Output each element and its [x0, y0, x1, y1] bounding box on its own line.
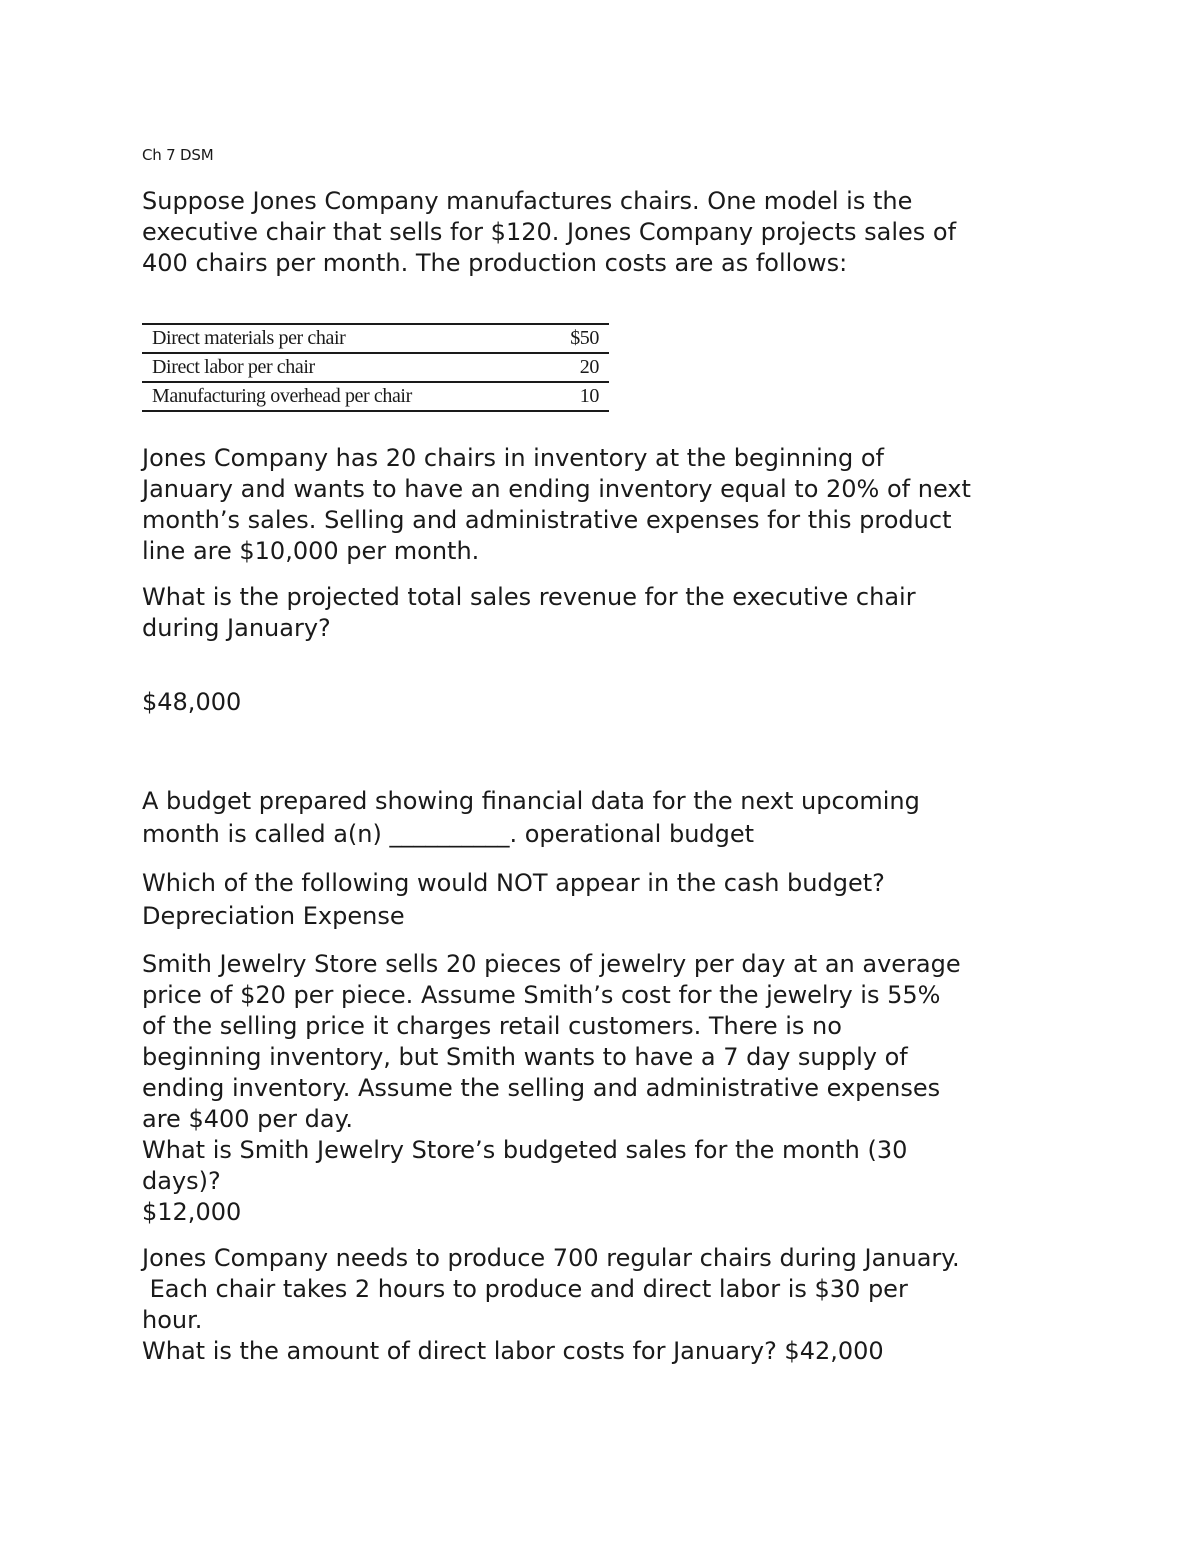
cost-label: Direct materials per chair: [142, 324, 509, 353]
answer-sales-revenue: $48,000: [142, 688, 242, 716]
text-line: executive chair that sells for $120. Jones Company projects sales of: [142, 218, 957, 246]
inventory-paragraph: [142, 443, 1072, 567]
text-line: Each chair takes 2 hours to produce and direct labor is $30 per: [142, 1275, 908, 1303]
document-heading: Ch 7 DSM: [142, 146, 214, 164]
text-line: $12,000: [142, 1198, 242, 1226]
production-cost-table: [142, 323, 609, 412]
text-line: What is the amount of direct labor costs for January? $42,000: [142, 1337, 884, 1365]
intro-paragraph: [142, 186, 1072, 279]
text-line: days)?: [142, 1167, 221, 1195]
table-row: [142, 324, 609, 353]
document-page: [142, 0, 1082, 1553]
cost-amount: 10: [509, 382, 609, 411]
text-line: month’s sales. Selling and administrative expenses for this product: [142, 506, 952, 534]
text-line: January and wants to have an ending inventory equal to 20% of next: [142, 475, 971, 503]
text-line: during January?: [142, 614, 331, 642]
text-line: ending inventory. Assume the selling and administrative expenses: [142, 1074, 941, 1102]
text-line: Jones Company has 20 chairs in inventory at the beginning of: [142, 444, 884, 472]
text-line: hour.: [142, 1306, 203, 1334]
question-budget-type: [142, 785, 1072, 851]
table-row: [142, 353, 609, 382]
text-line: line are $10,000 per month.: [142, 537, 480, 565]
smith-jewelry-paragraph: [142, 949, 1072, 1228]
text-line: price of $20 per piece. Assume Smith’s cost for the jewelry is 55%: [142, 981, 941, 1009]
text-line: Depreciation Expense: [142, 902, 405, 930]
text-line: Jones Company needs to produce 700 regular chairs during January.: [142, 1244, 960, 1272]
text-line: What is the projected total sales revenue for the executive chair: [142, 583, 916, 611]
text-line: are $400 per day.: [142, 1105, 353, 1133]
table-row: [142, 382, 609, 411]
question-cash-budget: [142, 867, 1072, 933]
text-line: Which of the following would NOT appear in the cash budget?: [142, 869, 885, 897]
text-line: Suppose Jones Company manufactures chairs. One model is the: [142, 187, 913, 215]
cost-amount: $50: [509, 324, 609, 353]
text-line: beginning inventory, but Smith wants to have a 7 day supply of: [142, 1043, 908, 1071]
text-line: of the selling price it charges retail customers. There is no: [142, 1012, 842, 1040]
text-line: A budget prepared showing financial data for the next upcoming: [142, 787, 920, 815]
text-line: What is Smith Jewelry Store’s budgeted sales for the month (30: [142, 1136, 908, 1164]
direct-labor-paragraph: [142, 1243, 1072, 1367]
cost-amount: 20: [509, 353, 609, 382]
question-sales-revenue: [142, 582, 1072, 644]
text-line: month is called a(n) __________. operational budget: [142, 820, 755, 848]
text-line: Smith Jewelry Store sells 20 pieces of jewelry per day at an average: [142, 950, 961, 978]
cost-label: Manufacturing overhead per chair: [142, 382, 509, 411]
text-line: 400 chairs per month. The production costs are as follows:: [142, 249, 848, 277]
cost-label: Direct labor per chair: [142, 353, 509, 382]
